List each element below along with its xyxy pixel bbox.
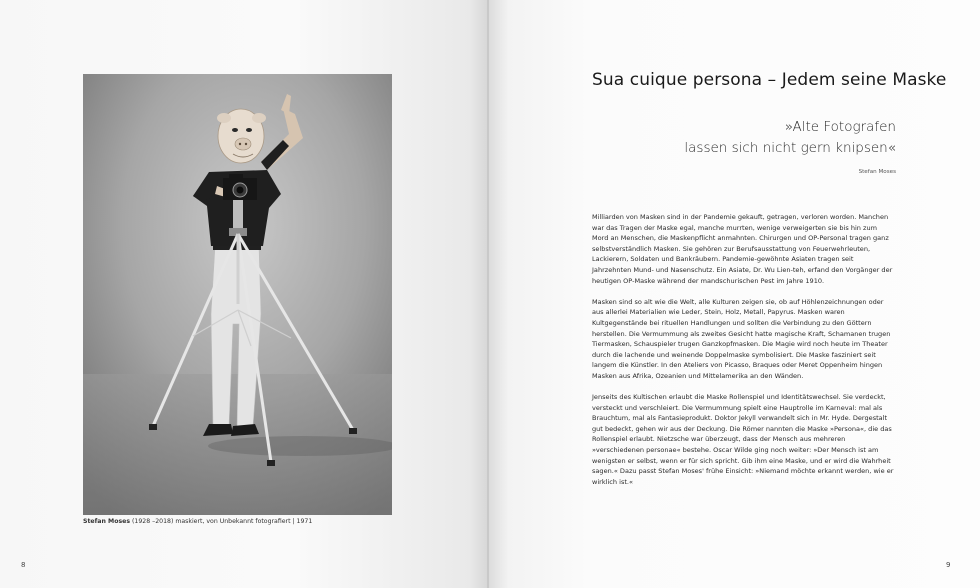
left-page	[0, 0, 489, 588]
article-body	[592, 212, 894, 487]
quote-author: Stefan Moses	[858, 169, 896, 175]
caption-name: Stefan Moses	[83, 518, 131, 525]
page-number-left: 8	[21, 561, 26, 569]
page-number-right: 9	[946, 561, 951, 569]
pull-quote	[684, 117, 896, 159]
photograph	[83, 74, 392, 515]
article-title: Sua cuique persona – Jedem seine Maske	[592, 70, 947, 90]
paragraph: Milliarden von Masken sind in der Pandemie gekauft, getragen, verloren worden. Manchen war das Tragen der Maske egal, manche murrten, wenige verweigerten sie bis hin zum Mord an Menschen, die Maskenpflicht anmahnten. Chirurgen und OP-Personal tragen ganz selbstverständlich Masken. Sie gehören zur Berufsausstattung von Feuerwehrleuten, Lackierern, Soldaten und Bankräubern. Pandemie-gewöhnte Asiaten tragen seit Jahrzehnten Mund- und Nasenschutz. Ein Asiate, Dr. Wu Lien-teh, erfand den Vorgänger der heutigen OP-Maske während der mandschurischen Pest im Jahre 1910.	[592, 213, 893, 285]
quote-line-2: lassen sich nicht gern knipsen«	[684, 140, 896, 156]
paragraph: Jenseits des Kultischen erlaubt die Maske Rollenspiel und Identitätswechsel. Sie verdeckt, versteckt und verschleiert. Die Vermummung spielt eine Hauptrolle im Karneval: mal als Brauchtum, mal als Fantasieprodukt. Doktor Jekyll verwandelt sich in Mr. Hyde. Dergestalt gut bedeckt, gehen wir aus der Deckung. Die Römer nannten die Maske »Persona«, die das Rollenspiel erlaubt. Nietzsche war überzeugt, dass der Mensch aus mehreren »verschiedenen personae« bestehe. Oscar Wilde ging noch weiter: »Der Mensch ist am wenigsten er selbst, wenn er für sich spricht. Gib ihm eine Maske, und er wird die Wahrheit sagen.« Dazu passt Stefan Moses' frühe Einsicht: »Niemand möchte erkannt werden, wie er wirklich ist.«	[592, 393, 894, 486]
paragraph: Masken sind so alt wie die Welt, alle Kulturen zeigen sie, ob auf Höhlenzeichnungen oder aus allerlei Materialien wie Leder, Stein, Holz, Metall, Papyrus. Masken waren Kultgegenstände bei rituellen Handlungen und sollten die Verbindung zu den Göttern herstellen. Die Vermummung als zweites Gesicht hatte magische Kraft, Schamanen trugen Tiermasken, Schauspieler trugen Ganzkopfmasken. Die Magie wird noch heute im Theater durch die lachende und weinende Doppelmaske symbolisiert. Die Maske fasziniert seit langem die Künstler. In den Ateliers von Picasso, Braques oder Meret Oppenheim hingen Masken aus Afrika, Ozeanien und Mittelamerika an den Wänden.	[592, 297, 891, 380]
photograph-masked-man-icon	[83, 74, 392, 515]
photo-caption	[83, 518, 312, 525]
caption-details: (1928 –2018) maskiert, von Unbekannt fotografiert | 1971	[130, 518, 313, 525]
quote-line-1: »Alte Fotografen	[784, 119, 896, 135]
